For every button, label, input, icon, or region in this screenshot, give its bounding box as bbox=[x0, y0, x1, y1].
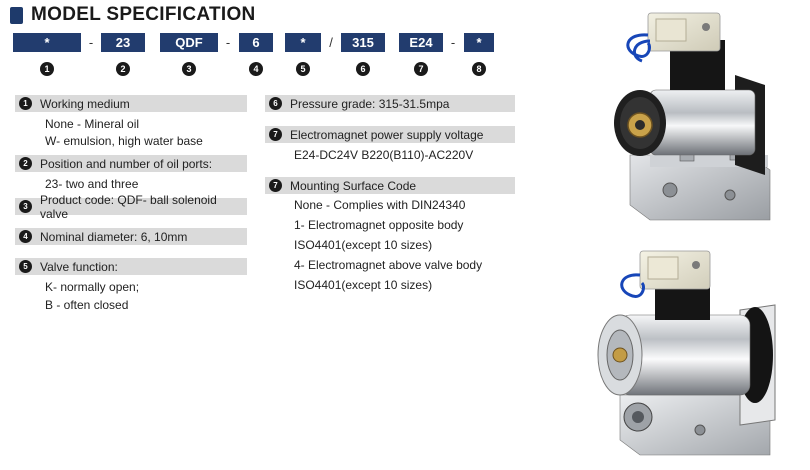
code-segment: * bbox=[464, 33, 494, 52]
number-badge: 6 bbox=[269, 97, 282, 110]
number-badge: 1 bbox=[40, 62, 54, 76]
number-badge: 2 bbox=[19, 157, 32, 170]
spec-title: Working medium bbox=[40, 96, 130, 111]
number-badge: 3 bbox=[19, 200, 32, 213]
number-badge: 7 bbox=[269, 128, 282, 141]
code-segment: 6 bbox=[239, 33, 273, 52]
code-segment: * bbox=[13, 33, 81, 52]
spec-title: Valve function: bbox=[40, 259, 118, 274]
number-badge: 1 bbox=[19, 97, 32, 110]
spec-detail: E24-DC24V B220(B110)-AC220V bbox=[294, 148, 474, 162]
number-badge: 6 bbox=[356, 62, 370, 76]
number-badge: 3 bbox=[182, 62, 196, 76]
spec-title: Pressure grade: 315-31.5mpa bbox=[290, 96, 450, 111]
spec-title: Mounting Surface Code bbox=[290, 178, 417, 193]
spec-detail: 1- Electromagnet opposite body bbox=[294, 218, 464, 232]
number-badge: 7 bbox=[269, 179, 282, 192]
code-separator: / bbox=[329, 35, 333, 50]
section-header bbox=[10, 4, 256, 26]
header-marker-icon bbox=[10, 7, 23, 24]
spec-title: Position and number of oil ports: bbox=[40, 156, 213, 171]
spec-detail: ISO4401(except 10 sizes) bbox=[294, 238, 433, 252]
spec-title: Product code: QDF- ball solenoid valve bbox=[40, 192, 217, 221]
code-separator: - bbox=[225, 35, 231, 50]
spec-heading-working-medium bbox=[15, 95, 247, 112]
spec-heading-power-supply bbox=[265, 126, 515, 143]
number-badge: 8 bbox=[472, 62, 486, 76]
spec-detail: None - Mineral oil bbox=[45, 117, 140, 131]
number-badge: 7 bbox=[414, 62, 428, 76]
number-badge: 5 bbox=[19, 260, 32, 273]
code-segment: QDF bbox=[160, 33, 218, 52]
solenoid-valve-photo-bottom bbox=[590, 245, 800, 465]
spec-heading-valve-function bbox=[15, 258, 247, 275]
code-segment: 23 bbox=[101, 33, 145, 52]
code-segment: * bbox=[285, 33, 321, 52]
solenoid-valve-photo-top bbox=[590, 5, 800, 230]
spec-detail: K- normally open; bbox=[45, 280, 140, 294]
spec-title: Nominal diameter: 6, 10mm bbox=[40, 229, 188, 244]
spec-detail: ISO4401(except 10 sizes) bbox=[294, 278, 433, 292]
spec-detail: B - often closed bbox=[45, 298, 129, 312]
number-badge: 5 bbox=[296, 62, 310, 76]
code-segment: 315 bbox=[341, 33, 385, 52]
number-badge: 4 bbox=[249, 62, 263, 76]
page-title: MODEL SPECIFICATION bbox=[31, 4, 256, 25]
number-badge: 2 bbox=[116, 62, 130, 76]
code-segment: E24 bbox=[399, 33, 443, 52]
spec-heading-pressure-grade bbox=[265, 95, 515, 112]
spec-heading-product-code bbox=[15, 192, 247, 221]
spec-title: Electromagnet power supply voltage bbox=[290, 127, 484, 142]
spec-detail: None - Complies with DIN24340 bbox=[294, 198, 466, 212]
spec-heading-nominal-diameter bbox=[15, 228, 247, 245]
spec-detail: 4- Electromagnet above valve body bbox=[294, 258, 483, 272]
spec-detail: 23- two and three bbox=[45, 177, 139, 191]
spec-detail: W- emulsion, high water base bbox=[45, 134, 203, 148]
code-separator: - bbox=[88, 35, 94, 50]
spec-heading-mounting-surface bbox=[265, 177, 515, 194]
number-badge: 4 bbox=[19, 230, 32, 243]
code-separator: - bbox=[450, 35, 456, 50]
spec-heading-oil-ports bbox=[15, 155, 247, 172]
